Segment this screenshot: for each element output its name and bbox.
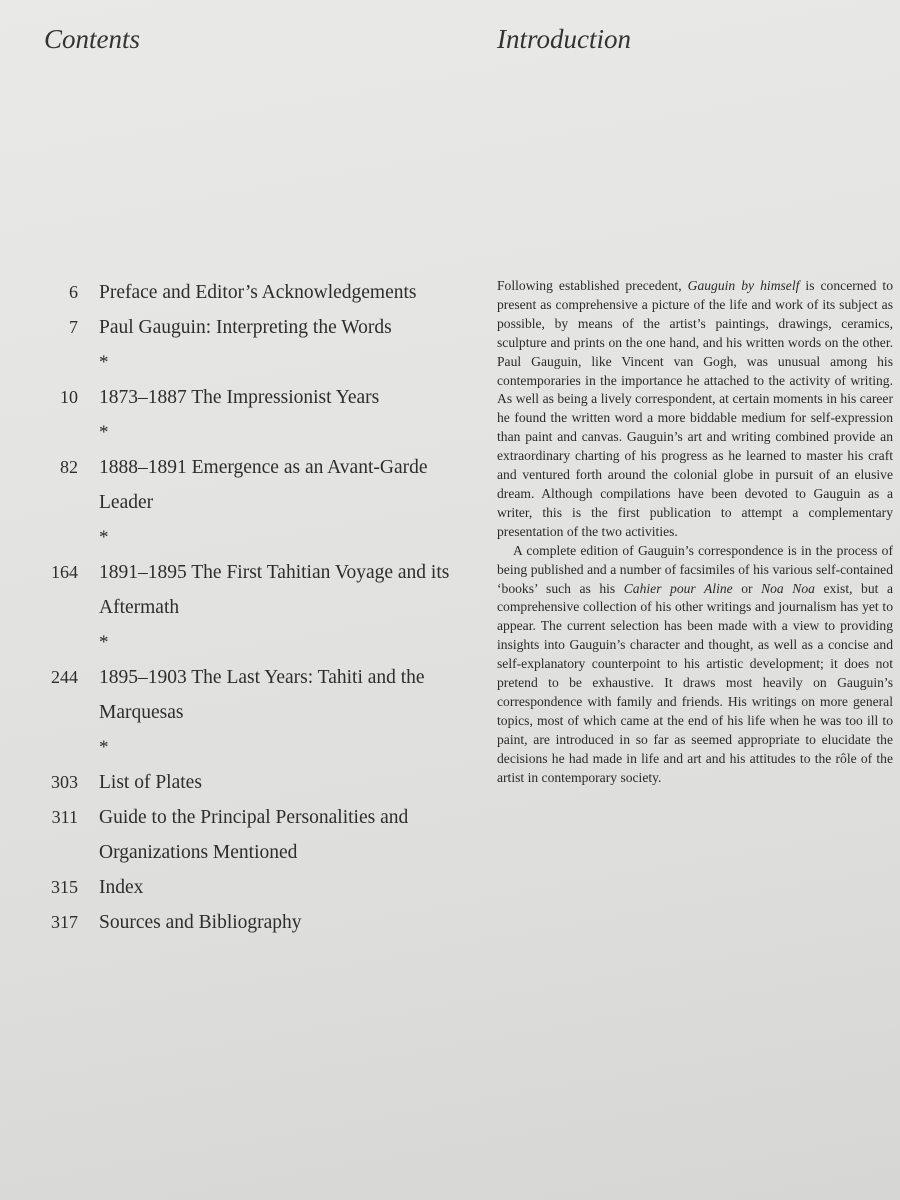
- toc-entry: [0, 310, 470, 380]
- intro-text-run: Following established precedent,: [497, 278, 688, 293]
- toc-title: List of Plates: [99, 772, 202, 793]
- toc-page-number: 244: [51, 667, 78, 687]
- toc-title: 1895–1903 The Last Years: Tahiti and the Marquesas: [99, 667, 425, 723]
- toc-title: Paul Gauguin: Interpreting the Words: [99, 317, 392, 338]
- toc-page-number: 164: [51, 562, 78, 582]
- toc-entry: [0, 380, 470, 450]
- toc-page-number: 6: [69, 282, 78, 302]
- toc-entry: [0, 275, 470, 310]
- introduction-heading: Introduction: [497, 24, 631, 54]
- toc-title: Preface and Editor’s Acknowledgements: [99, 282, 417, 303]
- toc-separator: *: [99, 632, 109, 653]
- toc-entry: [0, 870, 470, 905]
- toc-entry: [0, 765, 470, 800]
- toc-page-number: 317: [51, 912, 78, 932]
- contents-heading: Contents: [44, 24, 141, 54]
- intro-text-run: is concerned to present as comprehensive a picture of the life and work of its subject as possible, by means of the artist’s paintings, drawings, ceramics, sculpture and prints on the one hand, and his written words on the other. Paul Gauguin, like Vincent van Gogh, was unusual among his contemporaries in the importance he attached to the activity of writing. As well as being a lively correspondent, at certain moments in his career he found the written word a more biddable medium for self-expression than paint and canvas. Gauguin’s art and writing combined provide an extraordinary charting of his progress as he learned to master his craft and ventured forth around the colonial globe in pursuit of an elusive dream. Although compilations have been devoted to Gauguin as a writer, this is the first publication to attempt a complementary presentation of the two activities.: [497, 278, 893, 539]
- book-title-italic: Cahier pour Aline: [623, 580, 733, 596]
- intro-text-run: A complete edition of Gauguin’s correspondence is in the process of being published and a number of facsimiles of his various self-contained ‘books’ such as his: [497, 542, 893, 596]
- toc-page-number: 10: [60, 387, 78, 407]
- toc-entry: [0, 905, 470, 940]
- toc-separator: *: [99, 737, 109, 758]
- book-title-italic: Gauguin by himself: [687, 278, 800, 293]
- toc-entry: [0, 450, 470, 555]
- toc-separator: *: [99, 422, 109, 443]
- toc-title: 1873–1887 The Impressionist Years: [99, 387, 380, 408]
- table-of-contents: [0, 275, 470, 940]
- toc-entry: [0, 555, 470, 660]
- toc-entry: [0, 800, 470, 870]
- toc-page-number: 315: [51, 877, 78, 897]
- intro-text-run: or: [732, 580, 762, 596]
- intro-paragraph: [497, 542, 893, 788]
- toc-title: Sources and Bibliography: [99, 912, 302, 933]
- toc-title: 1891–1895 The First Tahitian Voyage and its Aftermath: [99, 562, 450, 618]
- intro-text-run: exist, but a comprehensive collection of his other writings and journalism has yet to appear. The current selection has been made with a view to providing insights into Gauguin’s character and thought, as well as a concise and self-explanatory counterpoint to his artistic development; it does not pretend to be exhaustive. It draws most heavily on Gauguin’s correspondence with family and friends. His writings on more general topics, most of which came at the end of his life when he was too ill to paint, are introduced in so far as seemed appropriate to elucidate the decisions he had made in life and art and his attitudes to the rôle of the artist in contemporary society.: [497, 580, 893, 785]
- toc-separator: *: [99, 527, 109, 548]
- toc-title: Guide to the Principal Personalities and Organizations Mentioned: [99, 807, 409, 863]
- toc-title: 1888–1891 Emergence as an Avant-Garde Leader: [99, 457, 428, 513]
- toc-page-number: 303: [51, 772, 78, 792]
- book-title-italic: Noa Noa: [761, 580, 815, 596]
- toc-page-number: 7: [69, 317, 78, 337]
- toc-separator: *: [99, 352, 109, 373]
- toc-title: Index: [99, 877, 144, 898]
- toc-page-number: 311: [51, 807, 78, 827]
- toc-page-number: 82: [60, 457, 78, 477]
- introduction-text: [497, 277, 893, 787]
- toc-entry: [0, 660, 470, 765]
- intro-paragraph: [497, 277, 893, 542]
